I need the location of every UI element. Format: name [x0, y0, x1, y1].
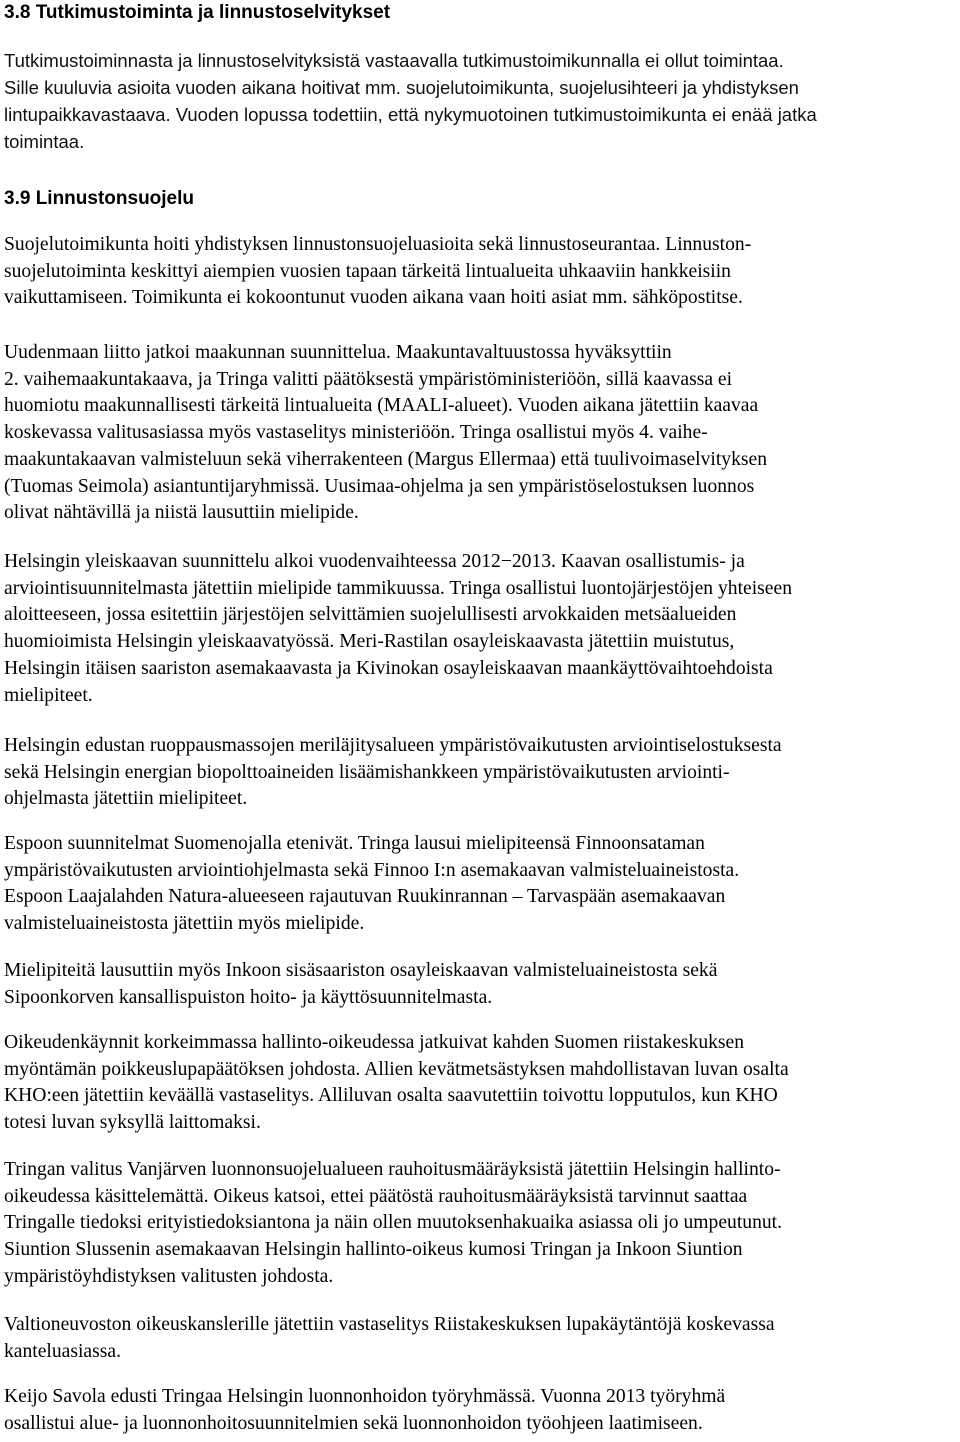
text-line: Keijo Savola edusti Tringaa Helsingin luonnonhoidon työryhmässä. Vuonna 2013 työryhmä [4, 1386, 726, 1407]
paragraph-helsingin-yleiskaava [4, 549, 792, 709]
paragraph-oikeudenkaynnit [4, 1030, 789, 1137]
text-line: Espoon suunnitelmat Suomenojalla etenivät. Tringa lausui mielipiteensä Finnoonsataman [4, 833, 705, 854]
text-line: Siuntion Slussenin asemakaavan Helsingin hallinto-oikeus kumosi Tringan ja Inkoon Siuntion [4, 1239, 743, 1261]
text-line: sekä Helsingin energian biopolttoaineiden lisäämishankkeen ympäristövaikutusten arviointi- [4, 761, 730, 783]
text-line: myöntämän poikkeuslupapäätöksen johdosta. Allien kevätmetsästyksen mahdollistavan luvan osalta [4, 1058, 789, 1080]
heading-3-9: 3.9 Linnustonsuojelu [4, 188, 195, 209]
text-line: mielipiteet. [4, 684, 93, 706]
text-line: (Tuomas Seimola) asiantuntijaryhmissä. Uusimaa-ohjelma ja sen ympäristöselostuksen luonnos [4, 475, 755, 497]
text-line: huomiotu maakunnallisesti tärkeitä lintualueita (MAALI-alueet). Vuoden aikana jätettiin kaavaa [4, 395, 759, 417]
text-line: toimintaa. [4, 131, 85, 152]
text-line: maakuntakaavan valmisteluun sekä viherrakenteen (Margus Ellermaa) että tuulivoimaselvityksen [4, 448, 767, 470]
text-line: osallistui alue- ja luonnonhoitosuunnitelmien sekä luonnonhoidon työohjeen laatimiseen. [4, 1412, 703, 1434]
text-line: Espoon Laajalahden Natura-alueeseen rajautuvan Ruukinrannan – Tarvaspään asemakaavan [4, 886, 726, 908]
text-line: Sille kuuluvia asioita vuoden aikana hoitivat mm. suojelutoimikunta, suojelusihteeri ja yhdistyksen [4, 77, 799, 98]
text-line: aloitteeseen, jossa esitettiin järjestöjen selvittämien suojelullisesti arvokkaiden metsäalueiden [4, 604, 737, 626]
text-line: koskevassa valitusasiassa myös vastaselitys ministeriöön. Tringa osallistui myös 4. vaihe- [4, 422, 708, 444]
paragraph-espoo [4, 831, 739, 938]
text-line: Tringan valitus Vanjärven luonnonsuojelualueen rauhoitusmääräyksistä jätettiin Helsingin hallinto- [4, 1159, 781, 1180]
text-line: Oikeudenkäynnit korkeimmassa hallinto-oikeudessa jatkuivat kahden Suomen riistakeskuksen [4, 1032, 745, 1053]
text-line: totesi luvan syksyllä laittomaksi. [4, 1112, 261, 1134]
heading-3-8: 3.8 Tutkimustoiminta ja linnustoselvitykset [4, 2, 391, 23]
text-line: Uudenmaan liitto jatkoi maakunnan suunnittelua. Maakuntavaltuustossa hyväksyttiin [4, 342, 672, 363]
text-line: Helsingin yleiskaavan suunnittelu alkoi vuodenvaihteessa 2012−2013. Kaavan osallistumis- ja [4, 551, 745, 572]
text-line: Sipoonkorven kansallispuiston hoito- ja käyttösuunnitelmasta. [4, 986, 493, 1008]
text-line: vaikuttamiseen. Toimikunta ei kokoontunut vuoden aikana vaan hoiti asiat mm. sähköpostitse. [4, 287, 743, 309]
text-line: olivat nähtävillä ja niistä lausuttiin mielipide. [4, 502, 359, 524]
text-line: huomioimista Helsingin yleiskaavatyössä. Meri-Rastilan osayleiskaavasta jätettiin muistutus, [4, 631, 735, 653]
paragraph-uudenmaan-liitto [4, 340, 767, 527]
text-line: ohjelmasta jätettiin mielipiteet. [4, 788, 248, 810]
paragraph-vanjarvi [4, 1157, 782, 1291]
text-line: Tringalle tiedoksi erityistiedoksiantona ja näin ollen muutoksenhakuaika asiassa oli jo umpeutunut. [4, 1212, 782, 1234]
text-line: arviointisuunnitelmasta jätettiin mielipide tammikuussa. Tringa osallistui luontojärjestöjen yhteiseen [4, 577, 792, 599]
text-line: Helsingin itäisen saariston asemakaavasta ja Kivinokan osayleiskaavan maankäyttövaihtoehdoista [4, 657, 773, 679]
text-line: ympäristöyhdistyksen valitusten johdosta. [4, 1265, 334, 1287]
text-line: ympäristövaikutusten arviointiohjelmasta sekä Finnoo I:n asemakaavan valmisteluaineistosta. [4, 859, 740, 881]
text-line: kanteluasiassa. [4, 1340, 121, 1362]
text-line: Mielipiteitä lausuttiin myös Inkoon sisäsaariston osayleiskaavan valmisteluaineistosta sekä [4, 960, 718, 981]
text-line: suojelutoiminta keskittyi aiempien vuosien tapaan tärkeitä lintualueita uhkaaviin hankkeisiin [4, 260, 731, 282]
section-3-8-paragraph [4, 47, 817, 155]
text-line: Valtioneuvoston oikeuskanslerille jätettiin vastaselitys Riistakeskuksen lupakäytäntöjä koskevassa [4, 1314, 775, 1335]
text-line: oikeudessa käsittelemättä. Oikeus katsoi, ettei päätöstä rauhoitusmääräyksistä tarvinnut saattaa [4, 1185, 748, 1207]
paragraph-oikeuskansleri [4, 1312, 775, 1365]
paragraph-suojelutoimikunta [4, 232, 751, 312]
paragraph-ruoppausmassat [4, 733, 782, 813]
text-line: valmisteluaineistosta jätettiin myös mielipide. [4, 913, 365, 935]
text-line: 2. vaihemaakuntakaava, ja Tringa valitti päätöksestä ympäristöministeriöön, sillä kaavassa ei [4, 368, 733, 390]
text-line: Helsingin edustan ruoppausmassojen meriläjitysalueen ympäristövaikutusten arviointiselostuksesta [4, 735, 782, 756]
paragraph-luonnonhoito [4, 1384, 725, 1437]
paragraph-inkoo-sipoonkorpi [4, 958, 717, 1011]
text-line: KHO:een jätettiin keväällä vastaselitys. Alliluvan osalta saavutettiin toivottu lopputulos, kun KHO [4, 1085, 778, 1107]
text-line: Tutkimustoiminnasta ja linnustoselvityksistä vastaavalla tutkimustoimikunnalla ei ollut toimintaa. [4, 50, 784, 71]
text-line: Suojelutoimikunta hoiti yhdistyksen linnustonsuojeluasioita sekä linnustoseurantaa. Linnuston- [4, 234, 752, 255]
text-line: lintupaikkavastaava. Vuoden lopussa todettiin, että nykymuotoinen tutkimustoimikunta ei enää jatka [4, 104, 817, 125]
